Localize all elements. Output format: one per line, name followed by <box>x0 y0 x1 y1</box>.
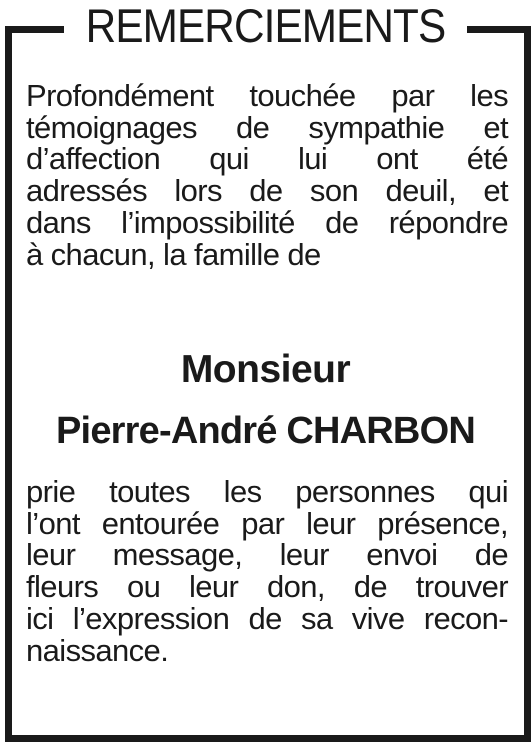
closing-line: prie toutes les personnes qui <box>26 474 508 509</box>
closing-line: ici l’expression de sa vive recon- <box>26 600 508 636</box>
closing-line: leur message, leur envoi de <box>26 537 508 573</box>
border-top-right-segment <box>467 26 524 33</box>
border-top-left-segment <box>5 26 64 33</box>
intro-paragraph <box>26 80 508 270</box>
deceased-name: Pierre-André CHARBON <box>56 410 475 452</box>
closing-line: l’ont entourée par leur présence, <box>26 505 508 541</box>
intro-line: témoignages de sympathie et <box>26 109 508 145</box>
closing-line: fleurs ou leur don, de trouver <box>26 569 508 605</box>
intro-line: d’affection qui lui ont été <box>26 141 508 177</box>
deceased-title: Monsieur <box>180 348 351 391</box>
notice-heading: REMERCIEMENTS <box>85 0 446 52</box>
intro-line: à chacun, la famille de <box>26 236 321 272</box>
intro-line: dans l’impossibilité de répondre <box>26 204 508 240</box>
intro-line: adressés lors de son deuil, et <box>26 173 508 209</box>
closing-line: naissance. <box>26 632 169 668</box>
intro-line: Profondément touchée par les <box>26 78 508 113</box>
closing-paragraph <box>26 476 508 666</box>
